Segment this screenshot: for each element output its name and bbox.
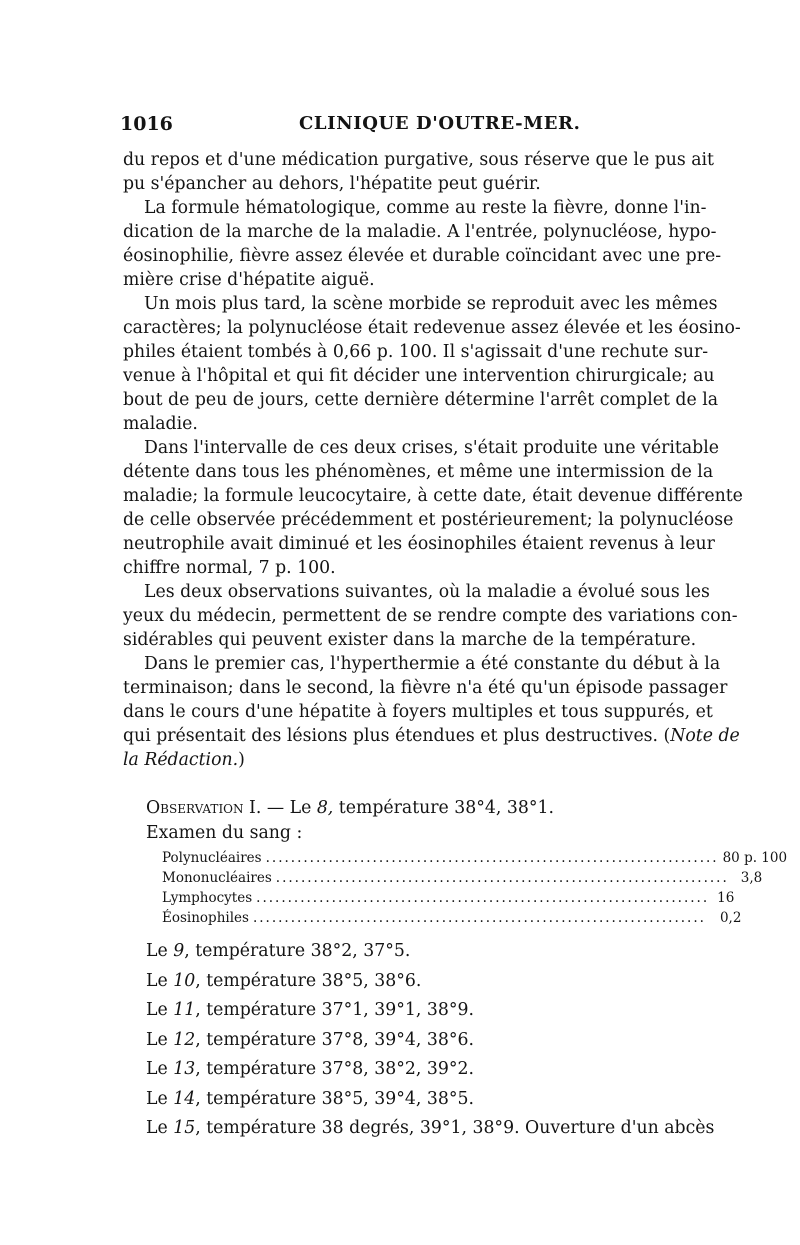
editor-note: la Rédaction.: [123, 750, 239, 770]
temperature-entry: [146, 996, 686, 1026]
text-line: yeux du médecin, permettent de se rendre compte des variations con-: [123, 606, 738, 626]
text-segment: Le: [146, 1118, 174, 1138]
text-line: mière crise d'hépatite aiguë.: [123, 270, 375, 290]
blood-row: [162, 848, 788, 868]
blood-value: 16: [717, 890, 735, 906]
temperature-entry: [146, 1055, 686, 1085]
day-number: 15: [173, 1118, 196, 1138]
observation-title: [146, 796, 686, 821]
text-segment: qui présentait des lésions plus étendues et plus destructives.: [123, 726, 659, 746]
blood-label: Lymphocytes: [162, 890, 253, 906]
text-segment: Le: [146, 1000, 174, 1020]
temperature-readings: , température 38°5, 39°4, 38°5.: [195, 1088, 474, 1109]
text-segment: — Le: [261, 798, 317, 818]
observation-section: [146, 796, 788, 1144]
observation-label: Observation I.: [146, 798, 262, 818]
text-line: La formule hématologique, comme au reste la fièvre, donne l'in-: [144, 198, 707, 218]
dot-leader: ........................................................................: [275, 870, 729, 886]
text-segment: Le: [146, 970, 174, 991]
temperature-readings: , température 38°2, 37°5.: [184, 941, 411, 961]
note-open: (: [663, 726, 671, 746]
text-line: Dans le premier cas, l'hyperthermie a été constante du début à la: [144, 654, 721, 674]
blood-value: 80 p. 100: [722, 850, 788, 866]
running-title: CLINIQUE D'OUTRE-MER.: [299, 113, 581, 134]
note-close: ): [238, 750, 245, 770]
temperature-readings: , température 38 degrés, 39°1, 38°9. Ouverture d'un abcès: [195, 1118, 715, 1138]
text-line: neutrophile avait diminué et les éosinophiles étaient revenus à leur: [123, 534, 715, 554]
text-line: dans le cours d'une hépatite à foyers multiples et tous suppurés, et: [123, 702, 713, 722]
temperature-readings: , température 37°8, 38°2, 39°2.: [195, 1059, 474, 1079]
blood-row: [162, 908, 742, 928]
page-header: [120, 113, 680, 143]
text-line: caractères; la polynucléose était redevenue assez élevée et les éosino-: [123, 318, 741, 338]
blood-row: [162, 868, 763, 888]
dot-leader: ........................................................................: [256, 890, 710, 906]
day-number: 13: [173, 1059, 196, 1079]
day-number: 9: [173, 941, 185, 961]
temperature-entry: [146, 1026, 686, 1056]
temperature-entry: [146, 937, 686, 967]
temperature-entry: [146, 1114, 715, 1144]
blood-row: [162, 888, 735, 908]
temperature-log: [146, 937, 715, 1144]
temperature-entry: [146, 1085, 686, 1115]
temperature-readings: , température 37°1, 39°1, 38°9.: [195, 1000, 474, 1020]
text-line: de celle observée précédemment et postérieurement; la polynucléose: [123, 510, 734, 530]
dot-leader: ........................................................................: [252, 910, 706, 926]
text-line: venue à l'hôpital et qui fit décider une intervention chirurgicale; au: [123, 366, 715, 386]
temperature-readings: , température 37°8, 39°4, 38°6.: [195, 1029, 474, 1050]
text-line: [123, 748, 678, 772]
text-line: Les deux observations suivantes, où la maladie a évolué sous les: [144, 582, 710, 602]
text-line: Dans l'intervalle de ces deux crises, s'était produite une véritable: [144, 438, 719, 458]
temperature-readings: , température 38°5, 38°6.: [195, 970, 422, 991]
blood-label: Mononucléaires: [162, 870, 272, 886]
text-segment: Le: [146, 941, 174, 961]
text-line: détente dans tous les phénomènes, et même une intermission de la: [123, 462, 714, 482]
day-number: 12: [173, 1029, 196, 1050]
body-text: [123, 148, 743, 772]
day-number: 10: [173, 970, 196, 991]
blood-label: Éosinophiles: [162, 910, 249, 926]
editor-note: Note de: [670, 726, 740, 746]
page-number: 1016: [120, 113, 173, 135]
text-segment: Le: [146, 1059, 174, 1079]
text-line: terminaison; dans le second, la fièvre n'a été qu'un épisode passager: [123, 678, 728, 698]
exam-label: Examen du sang :: [146, 823, 303, 843]
text-line: maladie.: [123, 414, 198, 434]
day-number: 8,: [316, 798, 334, 818]
text-segment: température 38°4, 38°1.: [333, 798, 555, 818]
text-line: chiffre normal, 7 p. 100.: [123, 558, 336, 578]
temperature-entry: [146, 967, 686, 997]
text-line: philes étaient tombés à 0,66 p. 100. Il s'agissait d'une rechute sur-: [123, 342, 709, 362]
dot-leader: ........................................................................: [265, 850, 719, 866]
blood-value: 3,8: [740, 870, 763, 886]
text-line: du repos et d'une médication purgative, sous réserve que le pus ait: [123, 150, 714, 170]
day-number: 14: [173, 1088, 196, 1109]
text-line: pu s'épancher au dehors, l'hépatite peut guérir.: [123, 174, 541, 194]
text-line: maladie; la formule leucocytaire, à cette date, était devenue différente: [123, 486, 743, 506]
text-segment: Le: [146, 1088, 174, 1109]
blood-label: Polynucléaires: [162, 850, 262, 866]
blood-value: 0,2: [719, 910, 742, 926]
text-line: sidérables qui peuvent exister dans la marche de la température.: [123, 630, 697, 650]
day-number: 11: [173, 1000, 196, 1020]
text-line: éosinophilie, fièvre assez élevée et durable coïncidant avec une pre-: [123, 246, 722, 266]
text-segment: Le: [146, 1029, 174, 1050]
blood-exam-table: [162, 848, 788, 928]
text-line: dication de la marche de la maladie. A l'entrée, polynucléose, hypo-: [123, 222, 717, 242]
text-line: [123, 724, 740, 748]
text-line: bout de peu de jours, cette dernière détermine l'arrêt complet de la: [123, 390, 719, 410]
text-line: Un mois plus tard, la scène morbide se reproduit avec les mêmes: [144, 294, 718, 314]
